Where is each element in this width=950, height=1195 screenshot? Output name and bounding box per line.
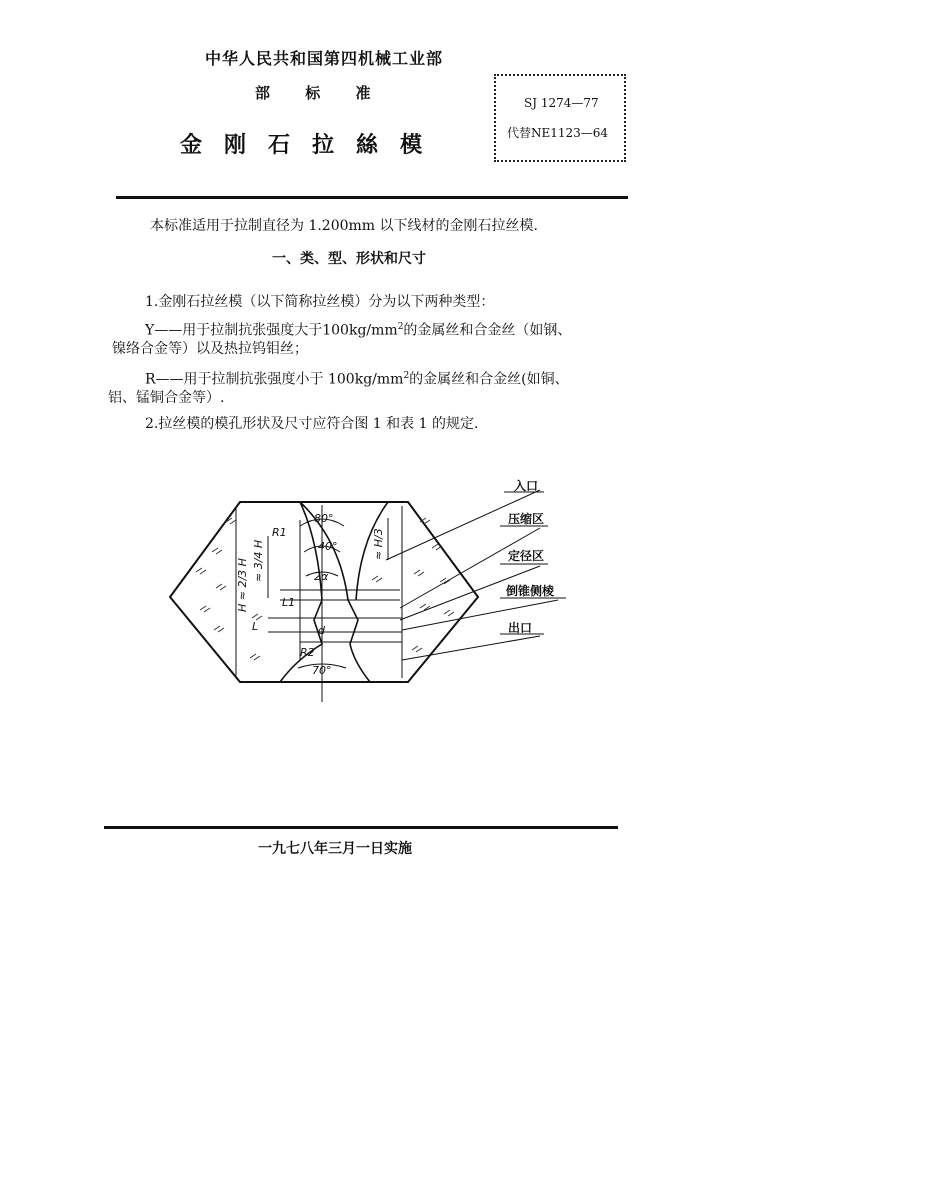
standard-type: 部 标 准 — [255, 84, 371, 102]
standard-code: SJ 1274—77 — [524, 96, 599, 110]
type-r-text-b: 的金属丝和合金丝(如铜、 — [409, 371, 569, 388]
type-r-text-a: R——用于拉制抗张强度小于 100kg/mm — [145, 371, 404, 388]
effective-date: 一九七八年三月一日实施 — [258, 841, 412, 857]
type-r-line-2: 铝、锰铜合金等）. — [108, 390, 225, 406]
scope-statement: 本标准适用于拉制直径为 1.200mm 以下线材的金刚石拉丝模. — [150, 218, 538, 234]
angle-40-label: 40° — [318, 540, 338, 553]
type-y-text-a: Y——用于拉制抗张强度大于100kg/mm — [145, 322, 398, 339]
type-y-text-b: 的金属丝和合金丝（如钢、 — [403, 322, 572, 339]
angle-70-label: 70° — [312, 664, 332, 677]
section-heading: 一、类、型、形状和尺寸 — [272, 251, 426, 267]
entrance-label: 入口 — [514, 479, 539, 493]
type-r-superscript: 2 — [403, 371, 410, 381]
h-third-label: ≈ H/3 — [372, 528, 385, 560]
clause-2: 2.拉丝模的模孔形状及尺寸应符合图 1 和表 1 的规定. — [145, 416, 479, 432]
document-title: 金刚石拉絲模 — [180, 133, 445, 158]
replaces-code: 代替NE1123—64 — [507, 126, 609, 140]
type-y-superscript: 2 — [397, 322, 404, 332]
sizing-zone-label: 定径区 — [508, 549, 545, 563]
type-y-line-2: 镍络合金等）以及热拉钨钼丝； — [112, 341, 308, 357]
die-outline — [170, 490, 558, 702]
clause-1: 1.金刚石拉丝模（以下简称拉丝模）分为以下两种类型： — [145, 294, 495, 310]
l1-label: L1 — [282, 596, 296, 609]
compression-zone-label: 压缩区 — [508, 512, 545, 526]
h-fraction-label: ≈ 3/4 H — [252, 539, 265, 582]
d-label: d — [318, 624, 325, 637]
angle-2a-label: 2α — [314, 570, 329, 583]
ministry-name: 中华人民共和国第四机械工业部 — [205, 49, 444, 68]
footer-divider — [104, 826, 618, 829]
h-total-label: H ≈ 2/3 H — [236, 558, 249, 612]
back-relief-label: 倒锥侧棱 — [506, 584, 555, 598]
angle-80-label: 80° — [314, 512, 334, 525]
r2-label: R2 — [300, 646, 315, 659]
l-label: L — [252, 620, 259, 633]
r1-label: R1 — [272, 526, 287, 539]
exit-label: 出口 — [508, 621, 533, 635]
